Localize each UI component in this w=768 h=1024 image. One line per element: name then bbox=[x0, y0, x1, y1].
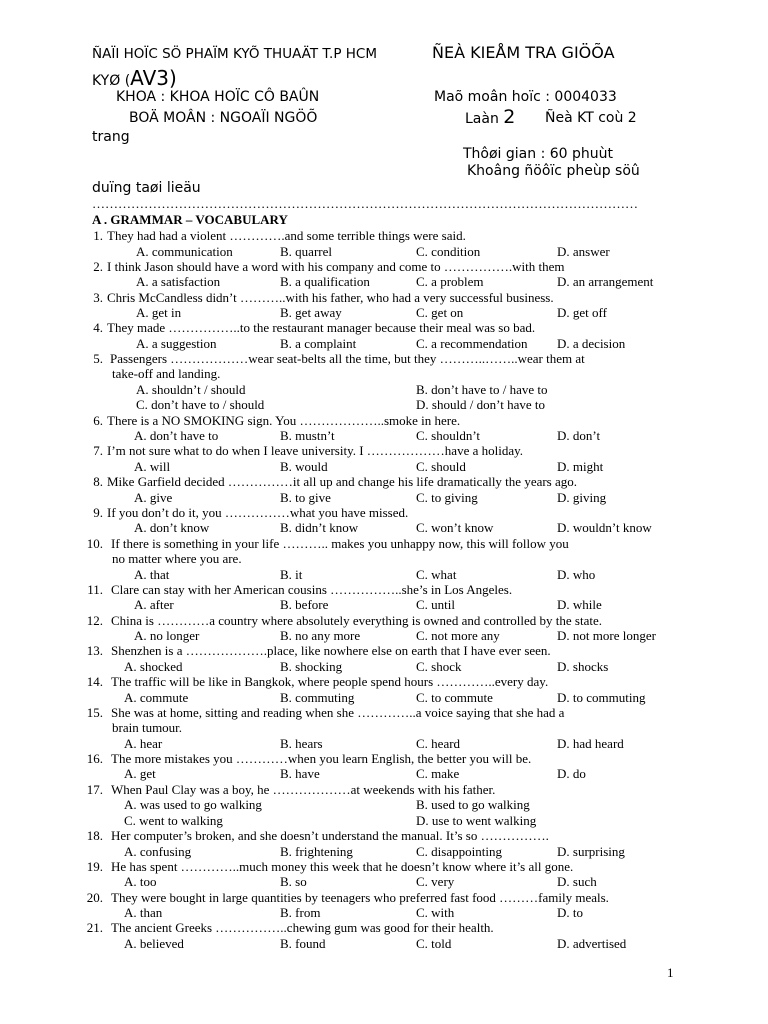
answer-option: B. a complaint bbox=[280, 336, 357, 351]
question-text: I’m not sure what to do when I leave university. I ………………have a holiday. bbox=[107, 443, 524, 458]
answer-option: D. might bbox=[557, 459, 604, 474]
answer-option: A. that bbox=[134, 567, 170, 582]
answer-option: A. will bbox=[134, 459, 171, 474]
answer-option: C. disappointing bbox=[416, 844, 502, 859]
answer-option: A. too bbox=[124, 874, 157, 889]
question-number: 16. bbox=[86, 751, 103, 766]
answer-option: A. hear bbox=[124, 736, 163, 751]
answer-option: A. shouldn’t / should bbox=[136, 382, 246, 397]
question-text: The traffic will be like in Bangkok, where people spend hours …………..every day. bbox=[111, 674, 549, 689]
answer-option: B. used to go walking bbox=[416, 797, 530, 812]
answer-option: D. shocks bbox=[557, 659, 609, 674]
answer-option: B. hears bbox=[280, 736, 323, 751]
answer-option: C. make bbox=[416, 766, 460, 781]
question-number: 3. bbox=[93, 290, 103, 305]
answer-option: B. found bbox=[280, 936, 326, 951]
answer-option: C. with bbox=[416, 905, 455, 920]
answer-option: C. a problem bbox=[416, 274, 484, 289]
question-number: 8. bbox=[93, 474, 103, 489]
answer-option: B. didn’t know bbox=[280, 520, 359, 535]
department: BOÄ MOÂN : NGOAÏI NGÖÕ bbox=[129, 110, 318, 126]
answer-option: C. to giving bbox=[416, 490, 478, 505]
question-text-continued: no matter where you are. bbox=[112, 551, 242, 566]
question-number: 4. bbox=[93, 320, 103, 335]
answer-option: B. commuting bbox=[280, 690, 355, 705]
answer-option: B. mustn’t bbox=[280, 428, 335, 443]
answer-option: D. to bbox=[557, 905, 583, 920]
question-text: Clare can stay with her American cousins ……………..she’s in Los Angeles. bbox=[111, 582, 513, 597]
answer-option: D. such bbox=[557, 874, 597, 889]
question-text-continued: brain tumour. bbox=[112, 720, 183, 735]
faculty: KHOA : KHOA HOÏC CÔ BAÛN bbox=[116, 89, 320, 105]
course-code: AV3) bbox=[130, 66, 177, 90]
question-text: When Paul Clay was a boy, he ………………at weekends with his father. bbox=[111, 782, 496, 797]
question-text: There is a NO SMOKING sign. You ………………..smoke in here. bbox=[107, 413, 461, 428]
answer-option: C. to commute bbox=[416, 690, 493, 705]
answer-option: D. an arrangement bbox=[557, 274, 654, 289]
answer-option: D. to commuting bbox=[557, 690, 646, 705]
question-number: 10. bbox=[86, 536, 103, 551]
answer-option: C. shock bbox=[416, 659, 462, 674]
answer-option: A. don’t know bbox=[134, 520, 210, 535]
answer-option: C. very bbox=[416, 874, 455, 889]
answer-option: C. not more any bbox=[416, 628, 500, 643]
answer-option: C. shouldn’t bbox=[416, 428, 481, 443]
answer-option: C. went to walking bbox=[124, 813, 223, 828]
answer-option: D. while bbox=[557, 597, 602, 612]
answer-option: A. shocked bbox=[124, 659, 183, 674]
answer-option: B. shocking bbox=[280, 659, 343, 674]
question-number: 7. bbox=[93, 443, 103, 458]
answer-option: D. advertised bbox=[557, 936, 627, 951]
question-text: I think Jason should have a word with his company and come to …………….with them bbox=[107, 259, 565, 274]
answer-option: A. believed bbox=[124, 936, 184, 951]
divider-line: ……………………………………………………………………………………………………………… bbox=[92, 196, 638, 211]
question-text: Chris McCandless didn’t ………..with his father, who had a very successful business. bbox=[107, 290, 554, 305]
round-info bbox=[465, 106, 515, 128]
question-number: 5. bbox=[93, 351, 103, 366]
answer-option: B. quarrel bbox=[280, 244, 332, 259]
question-text: They had had a violent ………….and some terrible things were said. bbox=[107, 228, 466, 243]
question-number: 15. bbox=[86, 705, 103, 720]
answer-option: D. answer bbox=[557, 244, 610, 259]
answer-option: D. giving bbox=[557, 490, 607, 505]
answer-option: A. confusing bbox=[124, 844, 192, 859]
answer-option: C. should bbox=[416, 459, 466, 474]
answer-option: B. get away bbox=[280, 305, 342, 320]
question-number: 13. bbox=[86, 643, 103, 658]
answer-option: D. should / don’t have to bbox=[416, 397, 546, 412]
subject-code: Maõ moân hoïc : 0004033 bbox=[434, 89, 617, 105]
answer-option: A. a suggestion bbox=[136, 336, 217, 351]
school-name: ÑAÏI HOÏC SÖ PHAÏM KYÕ THUAÄT T.P HCM bbox=[92, 46, 378, 62]
question-number: 19. bbox=[86, 859, 103, 874]
answer-option: C. until bbox=[416, 597, 456, 612]
question-number: 17. bbox=[86, 782, 103, 797]
term-prefix: KYØ ( bbox=[92, 73, 131, 89]
answer-option: C. heard bbox=[416, 736, 461, 751]
question-number: 12. bbox=[86, 613, 103, 628]
answer-option: B. so bbox=[280, 874, 307, 889]
answer-option: C. don’t have to / should bbox=[136, 397, 265, 412]
answer-option: D. get off bbox=[557, 305, 607, 320]
answer-option: D. a decision bbox=[557, 336, 626, 351]
answer-option: B. it bbox=[280, 567, 303, 582]
answer-option: A. get in bbox=[136, 305, 182, 320]
question-text: He has spent …………..much money this week that he doesn’t know where it’s all gone. bbox=[111, 859, 574, 874]
answer-option: A. was used to go walking bbox=[124, 797, 262, 812]
question-number: 18. bbox=[86, 828, 103, 843]
answer-option: B. would bbox=[280, 459, 328, 474]
question-text: The ancient Greeks ……………..chewing gum was good for their health. bbox=[111, 920, 494, 935]
answer-option: B. before bbox=[280, 597, 329, 612]
exam-title: ÑEÀ KIEÅM TRA GIÖÕA bbox=[432, 43, 615, 62]
answer-option: A. don’t have to bbox=[134, 428, 219, 443]
answer-option: C. won’t know bbox=[416, 520, 494, 535]
pages-word: trang bbox=[92, 129, 130, 145]
answer-option: B. to give bbox=[280, 490, 331, 505]
answer-option: B. have bbox=[280, 766, 320, 781]
answer-option: A. than bbox=[124, 905, 163, 920]
question-number: 9. bbox=[93, 505, 103, 520]
question-text: China is …………a country where absolutely everything is owned and controlled by the state. bbox=[111, 613, 602, 628]
answer-option: C. get on bbox=[416, 305, 464, 320]
question-text: They made ……………..to the restaurant manager because their meal was so bad. bbox=[107, 320, 536, 335]
question-text-continued: take-off and landing. bbox=[112, 366, 221, 381]
round-label: Laàn bbox=[465, 111, 499, 127]
answer-option: D. surprising bbox=[557, 844, 625, 859]
question-text: If there is something in your life ……….. makes you unhappy now, this will follow you bbox=[111, 536, 569, 551]
answer-option: D. wouldn’t know bbox=[557, 520, 652, 535]
answer-option: B. frightening bbox=[280, 844, 353, 859]
answer-option: C. what bbox=[416, 567, 457, 582]
round-number: 2 bbox=[503, 106, 516, 128]
question-text: If you don’t do it, you ……………what you have missed. bbox=[107, 505, 409, 520]
page-number: 1 bbox=[667, 965, 674, 980]
materials-note-cont: duïng taøi lieäu bbox=[92, 180, 201, 196]
answer-option: D. had heard bbox=[557, 736, 624, 751]
answer-option: A. a satisfaction bbox=[136, 274, 221, 289]
duration: Thôøi gian : 60 phuùt bbox=[463, 146, 614, 162]
answer-option: B. no any more bbox=[280, 628, 361, 643]
answer-option: B. from bbox=[280, 905, 321, 920]
question-text: Mike Garfield decided ……………it all up and change his life dramatically the years ago. bbox=[107, 474, 578, 489]
question-text: Passengers ………………wear seat-belts all the time, but they ………..……..wear them at bbox=[110, 351, 585, 366]
answer-option: B. don’t have to / have to bbox=[416, 382, 548, 397]
question-number: 11. bbox=[87, 582, 103, 597]
course-line bbox=[92, 66, 177, 90]
answer-option: C. condition bbox=[416, 244, 481, 259]
question-number: 1. bbox=[93, 228, 103, 243]
answer-option: A. commute bbox=[124, 690, 189, 705]
answer-option: D. not more longer bbox=[557, 628, 656, 643]
answer-option: D. do bbox=[557, 766, 586, 781]
question-number: 2. bbox=[93, 259, 103, 274]
question-text: She was at home, sitting and reading when she …………..a voice saying that she had a bbox=[111, 705, 565, 720]
answer-option: A. no longer bbox=[134, 628, 200, 643]
question-text: They were bought in large quantities by teenagers who preferred fast food ………family meals. bbox=[111, 890, 609, 905]
answer-option: A. communication bbox=[136, 244, 233, 259]
answer-option: D. who bbox=[557, 567, 596, 582]
answer-option: A. give bbox=[134, 490, 173, 505]
question-number: 20. bbox=[86, 890, 103, 905]
answer-option: D. don’t bbox=[557, 428, 601, 443]
question-number: 21. bbox=[86, 920, 103, 935]
answer-option: A. get bbox=[124, 766, 156, 781]
question-text: Her computer’s broken, and she doesn’t understand the manual. It’s so ……………. bbox=[111, 828, 549, 843]
question-number: 6. bbox=[93, 413, 103, 428]
answer-option: D. use to went walking bbox=[416, 813, 537, 828]
answer-option: C. told bbox=[416, 936, 452, 951]
answer-option: A. after bbox=[134, 597, 174, 612]
section-title: A . GRAMMAR – VOCABULARY bbox=[92, 212, 288, 227]
answer-option: C. a recommendation bbox=[416, 336, 528, 351]
answer-option: B. a qualification bbox=[280, 274, 370, 289]
materials-note: Khoâng ñöôïc pheùp söû bbox=[467, 163, 640, 179]
pages-info: Ñeà KT coù 2 bbox=[545, 110, 637, 126]
question-text: Shenzhen is a ……………….place, like nowhere else on earth that I have ever seen. bbox=[111, 643, 551, 658]
question-text: The more mistakes you …………when you learn English, the better you will be. bbox=[111, 751, 532, 766]
question-number: 14. bbox=[86, 674, 103, 689]
